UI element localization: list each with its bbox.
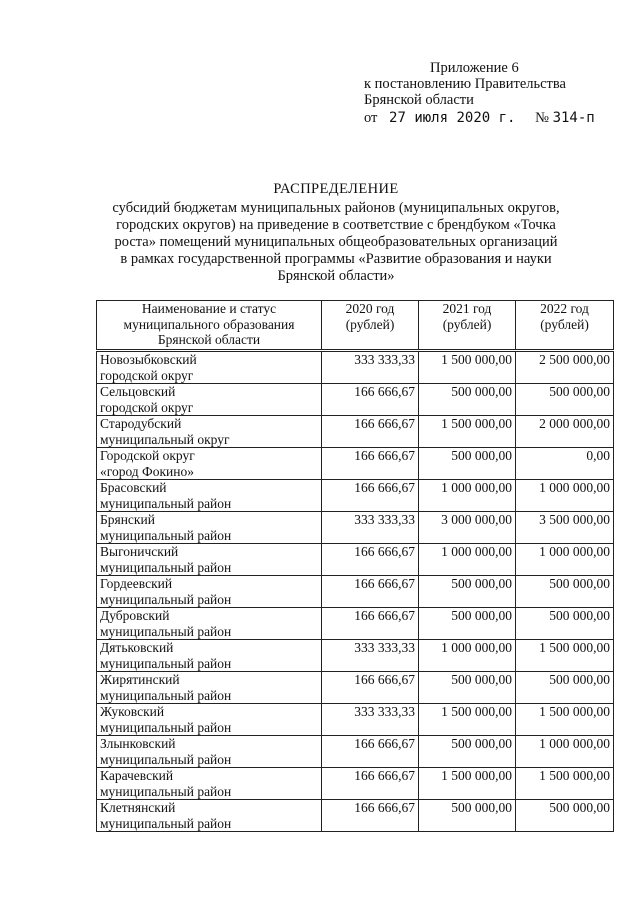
municipality-name-line: муниципальный район xyxy=(100,687,232,703)
table-row xyxy=(97,448,614,480)
amount-2022-cell: 500 000,00 xyxy=(516,800,614,832)
municipality-name-line: Стародубский xyxy=(100,416,182,431)
table-row xyxy=(97,704,614,736)
table-header-row xyxy=(97,301,614,351)
title-line-5: Брянской области» xyxy=(277,268,395,284)
header-text: (рублей) xyxy=(540,316,589,332)
municipality-name-cell xyxy=(97,512,322,544)
appendix-resolution: к постановлению Правительства xyxy=(364,76,566,92)
appendix-number-sign: № xyxy=(535,110,549,126)
amount-2022-cell: 500 000,00 xyxy=(516,576,614,608)
distribution-table xyxy=(96,300,614,832)
municipality-name-line: Брянский xyxy=(100,512,155,527)
amount-2020-cell: 166 666,67 xyxy=(322,768,419,800)
header-2020 xyxy=(322,301,419,351)
amount-2021-cell: 1 500 000,00 xyxy=(419,416,516,448)
municipality-name-line: Выгоничский xyxy=(100,544,179,559)
municipality-name-line: Сельцовский xyxy=(100,384,176,399)
amount-2021-cell: 3 000 000,00 xyxy=(419,512,516,544)
municipality-name-line: муниципальный район xyxy=(100,751,232,767)
appendix-from: от xyxy=(364,110,378,126)
amount-2021-cell: 1 500 000,00 xyxy=(419,768,516,800)
amount-2022-cell: 0,00 xyxy=(516,448,614,480)
appendix-date-line xyxy=(364,110,614,126)
amount-2020-cell: 166 666,67 xyxy=(322,480,419,512)
amount-2020-cell: 333 333,33 xyxy=(322,640,419,672)
table-row xyxy=(97,736,614,768)
amount-2022-cell: 1 500 000,00 xyxy=(516,640,614,672)
municipality-name-line: муниципальный округ xyxy=(100,431,230,447)
header-text: муниципального образования xyxy=(123,316,295,332)
table-row xyxy=(97,512,614,544)
municipality-name-cell xyxy=(97,416,322,448)
amount-2021-cell: 500 000,00 xyxy=(419,384,516,416)
header-text: 2021 год xyxy=(442,301,492,316)
amount-2020-cell: 166 666,67 xyxy=(322,672,419,704)
municipality-name-cell xyxy=(97,736,322,768)
amount-2020-cell: 333 333,33 xyxy=(322,512,419,544)
amount-2021-cell: 500 000,00 xyxy=(419,608,516,640)
amount-2020-cell: 333 333,33 xyxy=(322,351,419,384)
municipality-name-line: муниципальный район xyxy=(100,591,232,607)
amount-2022-cell: 1 000 000,00 xyxy=(516,544,614,576)
municipality-name-cell xyxy=(97,576,322,608)
table-row xyxy=(97,384,614,416)
title-line-4: в рамках государственной программы «Развитие образования и науки xyxy=(120,251,552,267)
title-heading: РАСПРЕДЕЛЕНИЕ xyxy=(273,181,399,197)
municipality-name-line: городской округ xyxy=(100,367,194,383)
table-row xyxy=(97,768,614,800)
amount-2020-cell: 166 666,67 xyxy=(322,448,419,480)
header-text: Брянской области xyxy=(157,332,261,347)
table-row xyxy=(97,416,614,448)
amount-2022-cell: 1 000 000,00 xyxy=(516,736,614,768)
table-row xyxy=(97,544,614,576)
amount-2020-cell: 166 666,67 xyxy=(322,384,419,416)
amount-2021-cell: 500 000,00 xyxy=(419,736,516,768)
municipality-name-line: Брасовский xyxy=(100,480,167,495)
amount-2022-cell: 3 500 000,00 xyxy=(516,512,614,544)
municipality-name-line: «город Фокино» xyxy=(100,463,194,479)
municipality-name-line: городской округ xyxy=(100,399,194,415)
amount-2020-cell: 166 666,67 xyxy=(322,416,419,448)
municipality-name-line: Клетнянский xyxy=(100,800,176,815)
table-body xyxy=(97,351,614,832)
table-row xyxy=(97,351,614,384)
municipality-name-cell xyxy=(97,640,322,672)
amount-2020-cell: 166 666,67 xyxy=(322,736,419,768)
amount-2020-cell: 166 666,67 xyxy=(322,544,419,576)
amount-2021-cell: 1 500 000,00 xyxy=(419,704,516,736)
amount-2022-cell: 1 500 000,00 xyxy=(516,704,614,736)
appendix-number: Приложение 6 xyxy=(430,60,519,76)
amount-2020-cell: 166 666,67 xyxy=(322,800,419,832)
document-title xyxy=(88,181,584,285)
title-line-1: субсидий бюджетам муниципальных районов (муниципальных округов, xyxy=(112,200,560,216)
amount-2022-cell: 2 500 000,00 xyxy=(516,351,614,384)
header-text: (рублей) xyxy=(442,316,492,332)
municipality-name-cell xyxy=(97,351,322,384)
amount-2020-cell: 166 666,67 xyxy=(322,608,419,640)
appendix-resolution-number: 314-п xyxy=(552,110,595,126)
municipality-name-line: муниципальный район xyxy=(100,527,232,543)
table-row xyxy=(97,800,614,832)
municipality-name-cell xyxy=(97,544,322,576)
municipality-name-cell xyxy=(97,704,322,736)
table-row xyxy=(97,640,614,672)
amount-2021-cell: 1 000 000,00 xyxy=(419,640,516,672)
municipality-name-line: муниципальный район xyxy=(100,783,232,799)
municipality-name-line: Дятьковский xyxy=(100,640,174,655)
municipality-name-cell xyxy=(97,480,322,512)
municipality-name-line: муниципальный район xyxy=(100,495,232,511)
amount-2022-cell: 2 000 000,00 xyxy=(516,416,614,448)
amount-2021-cell: 500 000,00 xyxy=(419,448,516,480)
title-line-2: городских округов) на приведение в соответствие с брендбуком «Точка xyxy=(116,217,556,233)
municipality-name-cell xyxy=(97,800,322,832)
amount-2021-cell: 1 000 000,00 xyxy=(419,480,516,512)
header-text: 2022 год xyxy=(540,301,589,316)
header-text: 2020 год xyxy=(345,301,395,316)
amount-2022-cell: 500 000,00 xyxy=(516,608,614,640)
amount-2021-cell: 500 000,00 xyxy=(419,576,516,608)
municipality-name-line: Карачевский xyxy=(100,768,174,783)
header-2021 xyxy=(419,301,516,351)
municipality-name-line: муниципальный район xyxy=(100,559,232,575)
municipality-name-cell xyxy=(97,448,322,480)
municipality-name-line: муниципальный район xyxy=(100,655,232,671)
appendix-date: 27 июля 2020 г. xyxy=(389,110,516,126)
municipality-name-cell xyxy=(97,768,322,800)
amount-2022-cell: 1 000 000,00 xyxy=(516,480,614,512)
municipality-name-line: Жуковский xyxy=(100,704,165,719)
municipality-name-line: Гордеевский xyxy=(100,576,173,591)
title-line-3: роста» помещений муниципальных общеобразовательных организаций xyxy=(114,234,558,250)
municipality-name-cell xyxy=(97,384,322,416)
amount-2020-cell: 333 333,33 xyxy=(322,704,419,736)
amount-2022-cell: 500 000,00 xyxy=(516,384,614,416)
municipality-name-line: Дубровский xyxy=(100,608,170,623)
table-row xyxy=(97,576,614,608)
header-municipality xyxy=(97,301,322,351)
amount-2021-cell: 1 500 000,00 xyxy=(419,351,516,384)
table-row xyxy=(97,608,614,640)
appendix-block xyxy=(364,60,614,126)
amount-2021-cell: 500 000,00 xyxy=(419,800,516,832)
table-row xyxy=(97,672,614,704)
header-2022 xyxy=(516,301,614,351)
table-row xyxy=(97,480,614,512)
amount-2021-cell: 1 000 000,00 xyxy=(419,544,516,576)
municipality-name-line: муниципальный район xyxy=(100,623,232,639)
amount-2022-cell: 500 000,00 xyxy=(516,672,614,704)
amount-2022-cell: 1 500 000,00 xyxy=(516,768,614,800)
municipality-name-line: Злынковский xyxy=(100,736,176,751)
appendix-authority: Брянской области xyxy=(364,92,474,108)
amount-2020-cell: 166 666,67 xyxy=(322,576,419,608)
municipality-name-line: муниципальный район xyxy=(100,719,232,735)
municipality-name-line: муниципальный район xyxy=(100,815,232,831)
municipality-name-line: Жирятинский xyxy=(100,672,180,687)
header-text: Наименование и статус xyxy=(141,301,277,316)
municipality-name-line: Городской округ xyxy=(100,448,195,463)
municipality-name-cell xyxy=(97,672,322,704)
municipality-name-cell xyxy=(97,608,322,640)
header-text: (рублей) xyxy=(345,316,395,332)
amount-2021-cell: 500 000,00 xyxy=(419,672,516,704)
municipality-name-line: Новозыбковский xyxy=(100,352,197,367)
